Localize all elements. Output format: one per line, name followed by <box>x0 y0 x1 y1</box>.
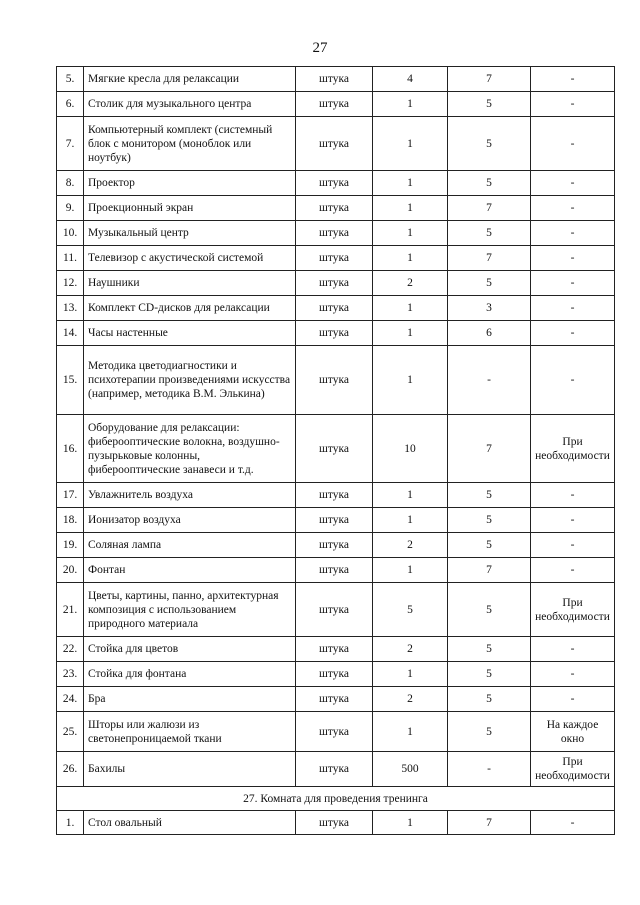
table-row <box>57 346 615 415</box>
row-number: 24. <box>57 687 84 712</box>
table-row <box>57 811 615 835</box>
page-number: 27 <box>312 40 328 56</box>
table-row <box>57 712 615 752</box>
table-row <box>57 92 615 117</box>
note: - <box>531 271 615 296</box>
item-name: Стойка для фонтана <box>84 662 296 687</box>
unit-of-measure: штука <box>296 662 373 687</box>
unit-of-measure: штука <box>296 508 373 533</box>
quantity: 1 <box>373 246 448 271</box>
row-number: 13. <box>57 296 84 321</box>
quantity: 1 <box>373 196 448 221</box>
quantity: 1 <box>373 558 448 583</box>
service-life: 7 <box>448 558 531 583</box>
quantity: 1 <box>373 221 448 246</box>
table-row <box>57 117 615 171</box>
table-row <box>57 221 615 246</box>
unit-of-measure: штука <box>296 346 373 415</box>
item-name: Ионизатор воздуха <box>84 508 296 533</box>
quantity: 1 <box>373 92 448 117</box>
row-number: 11. <box>57 246 84 271</box>
item-name: Стойка для цветов <box>84 637 296 662</box>
table-row <box>57 583 615 637</box>
item-name: Соляная лампа <box>84 533 296 558</box>
row-number: 23. <box>57 662 84 687</box>
unit-of-measure: штука <box>296 196 373 221</box>
quantity: 1 <box>373 483 448 508</box>
table-row <box>57 637 615 662</box>
row-number: 25. <box>57 712 84 752</box>
unit-of-measure: штука <box>296 246 373 271</box>
quantity: 1 <box>373 321 448 346</box>
service-life: 5 <box>448 171 531 196</box>
item-name: Оборудование для релаксации: фиберооптические волокна, воздушно-пузырьковые колонны, фиберооптические занавеси и т.д. <box>84 415 296 483</box>
note: - <box>531 246 615 271</box>
note: - <box>531 533 615 558</box>
table-row <box>57 271 615 296</box>
item-name: Проектор <box>84 171 296 196</box>
unit-of-measure: штука <box>296 221 373 246</box>
row-number: 19. <box>57 533 84 558</box>
table-row <box>57 508 615 533</box>
quantity: 500 <box>373 752 448 787</box>
note: При необходимости <box>531 583 615 637</box>
unit-of-measure: штука <box>296 483 373 508</box>
item-name: Комплект CD-дисков для релаксации <box>84 296 296 321</box>
service-life: 3 <box>448 296 531 321</box>
note: - <box>531 558 615 583</box>
quantity: 2 <box>373 687 448 712</box>
unit-of-measure: штука <box>296 811 373 835</box>
item-name: Бра <box>84 687 296 712</box>
note: - <box>531 92 615 117</box>
unit-of-measure: штука <box>296 321 373 346</box>
note: - <box>531 117 615 171</box>
note: - <box>531 483 615 508</box>
item-name: Телевизор с акустической системой <box>84 246 296 271</box>
item-name: Увлажнитель воздуха <box>84 483 296 508</box>
service-life: - <box>448 752 531 787</box>
item-name: Цветы, картины, панно, архитектурная композиция с использованием природного материала <box>84 583 296 637</box>
note: При необходимости <box>531 752 615 787</box>
note: - <box>531 171 615 196</box>
service-life: 5 <box>448 662 531 687</box>
service-life: 7 <box>448 415 531 483</box>
unit-of-measure: штука <box>296 271 373 296</box>
table-row <box>57 483 615 508</box>
table-row <box>57 246 615 271</box>
row-number: 12. <box>57 271 84 296</box>
quantity: 2 <box>373 533 448 558</box>
service-life: - <box>448 346 531 415</box>
table-row <box>57 196 615 221</box>
item-name: Шторы или жалюзи из светонепроницаемой ткани <box>84 712 296 752</box>
row-number: 1. <box>57 811 84 835</box>
quantity: 2 <box>373 271 448 296</box>
service-life: 5 <box>448 712 531 752</box>
row-number: 15. <box>57 346 84 415</box>
service-life: 7 <box>448 811 531 835</box>
quantity: 2 <box>373 637 448 662</box>
unit-of-measure: штука <box>296 533 373 558</box>
service-life: 7 <box>448 246 531 271</box>
row-number: 26. <box>57 752 84 787</box>
table-row <box>57 533 615 558</box>
row-number: 20. <box>57 558 84 583</box>
quantity: 1 <box>373 296 448 321</box>
note: При необходимости <box>531 415 615 483</box>
service-life: 7 <box>448 196 531 221</box>
item-name: Фонтан <box>84 558 296 583</box>
note: - <box>531 296 615 321</box>
item-name: Проекционный экран <box>84 196 296 221</box>
unit-of-measure: штука <box>296 637 373 662</box>
quantity: 1 <box>373 117 448 171</box>
table-row <box>57 662 615 687</box>
service-life: 5 <box>448 483 531 508</box>
item-name: Компьютерный комплект (системный блок с монитором (моноблок или ноутбук) <box>84 117 296 171</box>
quantity: 1 <box>373 712 448 752</box>
service-life: 7 <box>448 67 531 92</box>
section-heading: 27. Комната для проведения тренинга <box>57 787 615 811</box>
note: - <box>531 196 615 221</box>
item-name: Стол овальный <box>84 811 296 835</box>
unit-of-measure: штука <box>296 583 373 637</box>
note: - <box>531 321 615 346</box>
service-life: 5 <box>448 221 531 246</box>
note: - <box>531 346 615 415</box>
service-life: 5 <box>448 508 531 533</box>
table-row <box>57 558 615 583</box>
row-number: 6. <box>57 92 84 117</box>
quantity: 10 <box>373 415 448 483</box>
service-life: 5 <box>448 687 531 712</box>
unit-of-measure: штука <box>296 752 373 787</box>
note: - <box>531 662 615 687</box>
quantity: 1 <box>373 346 448 415</box>
service-life: 6 <box>448 321 531 346</box>
quantity: 1 <box>373 811 448 835</box>
unit-of-measure: штука <box>296 67 373 92</box>
table-row <box>57 752 615 787</box>
unit-of-measure: штука <box>296 171 373 196</box>
row-number: 17. <box>57 483 84 508</box>
row-number: 9. <box>57 196 84 221</box>
note: - <box>531 637 615 662</box>
table-row <box>57 321 615 346</box>
item-name: Бахилы <box>84 752 296 787</box>
item-name: Часы настенные <box>84 321 296 346</box>
row-number: 22. <box>57 637 84 662</box>
service-life: 5 <box>448 117 531 171</box>
service-life: 5 <box>448 637 531 662</box>
unit-of-measure: штука <box>296 415 373 483</box>
row-number: 21. <box>57 583 84 637</box>
service-life: 5 <box>448 533 531 558</box>
service-life: 5 <box>448 583 531 637</box>
item-name: Методика цветодиагностики и психотерапии произведениями искусства (например, методика В.М. Элькина) <box>84 346 296 415</box>
quantity: 1 <box>373 508 448 533</box>
quantity: 1 <box>373 171 448 196</box>
table-row <box>57 296 615 321</box>
row-number: 8. <box>57 171 84 196</box>
item-name: Мягкие кресла для релаксации <box>84 67 296 92</box>
quantity: 1 <box>373 662 448 687</box>
quantity: 4 <box>373 67 448 92</box>
unit-of-measure: штука <box>296 558 373 583</box>
row-number: 7. <box>57 117 84 171</box>
row-number: 18. <box>57 508 84 533</box>
note: - <box>531 687 615 712</box>
unit-of-measure: штука <box>296 712 373 752</box>
note: На каждое окно <box>531 712 615 752</box>
row-number: 10. <box>57 221 84 246</box>
row-number: 16. <box>57 415 84 483</box>
table-row <box>57 67 615 92</box>
table-row <box>57 687 615 712</box>
note: - <box>531 67 615 92</box>
equipment-table <box>56 66 615 835</box>
unit-of-measure: штука <box>296 296 373 321</box>
row-number: 5. <box>57 67 84 92</box>
item-name: Столик для музыкального центра <box>84 92 296 117</box>
section-row <box>57 787 615 811</box>
service-life: 5 <box>448 92 531 117</box>
table-row <box>57 171 615 196</box>
unit-of-measure: штука <box>296 117 373 171</box>
item-name: Музыкальный центр <box>84 221 296 246</box>
note: - <box>531 811 615 835</box>
unit-of-measure: штука <box>296 92 373 117</box>
service-life: 5 <box>448 271 531 296</box>
quantity: 5 <box>373 583 448 637</box>
table-row <box>57 415 615 483</box>
row-number: 14. <box>57 321 84 346</box>
unit-of-measure: штука <box>296 687 373 712</box>
item-name: Наушники <box>84 271 296 296</box>
note: - <box>531 508 615 533</box>
note: - <box>531 221 615 246</box>
